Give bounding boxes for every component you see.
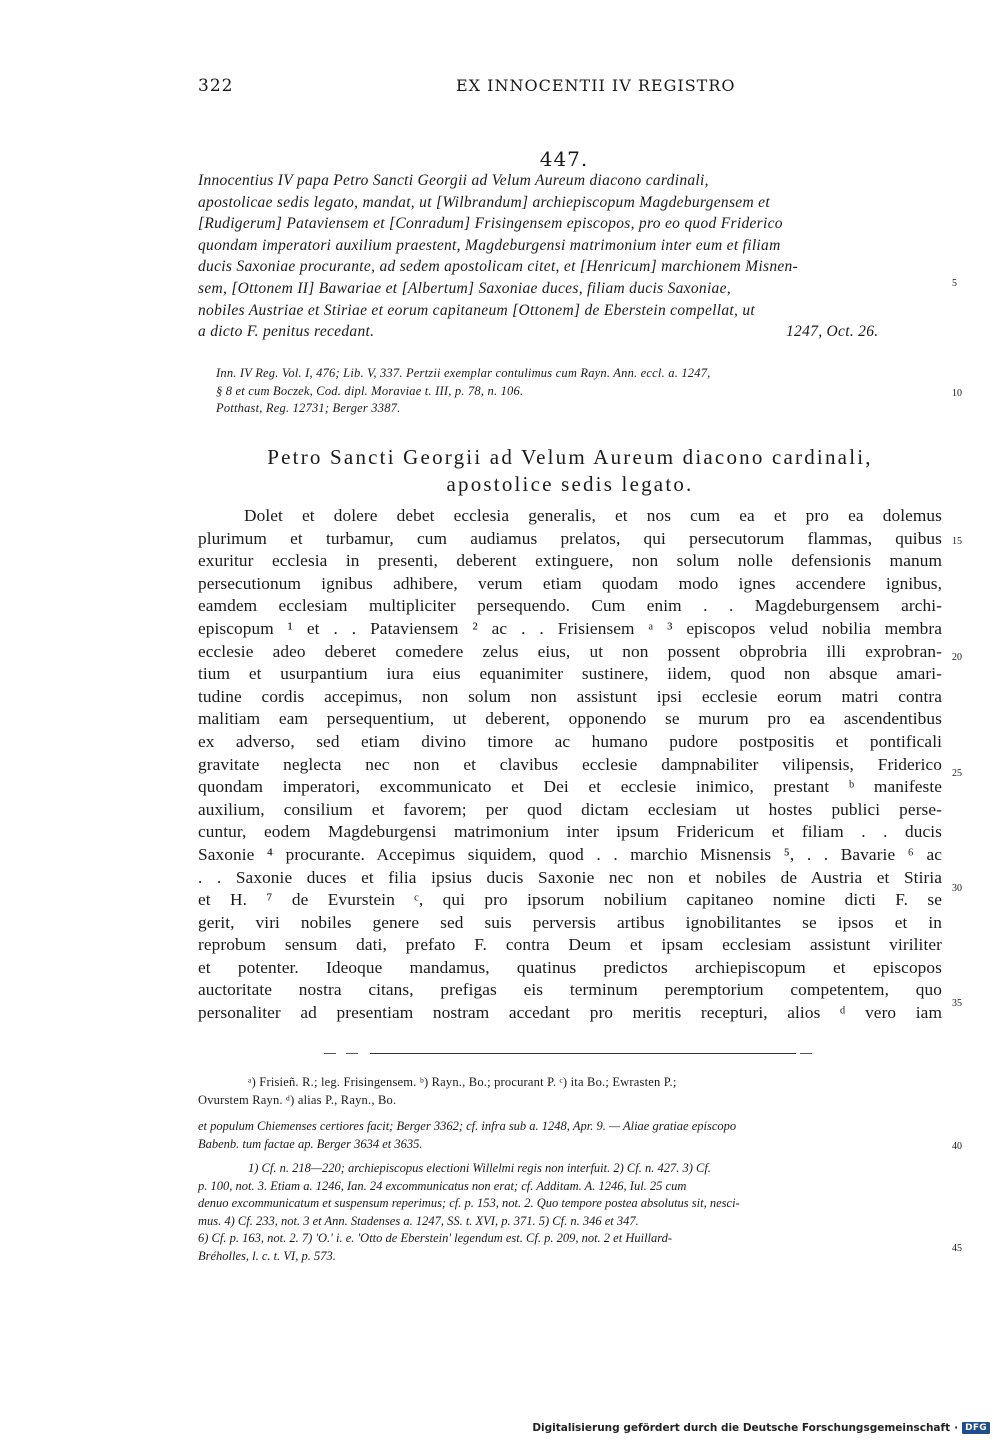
- apparatus-line: Ovurstem Rayn. ᵈ) alias P., Rayn., Bo.: [198, 1092, 397, 1107]
- body-line: ex adverso, sed etiam divino timore ac humano pudore postpositis et pontificali: [198, 731, 942, 751]
- rule-dash: [800, 1053, 812, 1054]
- margin-number: 10: [952, 388, 962, 399]
- running-head: EX INNOCENTII IV REGISTRO: [456, 76, 736, 95]
- margin-number: 20: [952, 652, 962, 663]
- body-line: . . Saxonie duces et filia ipsius ducis Saxonie nec non et nobiles de Austria et Stiria: [198, 867, 942, 887]
- margin-number: 25: [952, 768, 962, 779]
- regest-line: Innocentius IV papa Petro Sancti Georgii ad Velum Aureum diacono cardinali,: [198, 172, 709, 189]
- address-line: Petro Sancti Georgii ad Velum Aureum diacono cardinali,: [267, 445, 873, 469]
- body-line: tudine cordis accepimus, non solum non assistunt ipsi ecclesie eorum matri contra: [198, 686, 942, 706]
- continuation-line: Babenb. tum factae ap. Berger 3634 et 3635.: [198, 1136, 423, 1151]
- margin-number: 5: [952, 278, 957, 289]
- body-line: gravitate neglecta nec non et clavibus ecclesie dampnabiliter vilipensis, Friderico: [198, 754, 942, 774]
- document-date: 1247, Oct. 26.: [786, 323, 879, 341]
- digitization-credit: [532, 1420, 990, 1436]
- credit-separator: ·: [954, 1422, 959, 1434]
- regest-line: ducis Saxoniae procurante, ad sedem apostolicam citet, et [Henricum] marchionem Misnen-: [198, 258, 799, 276]
- rule-line: [370, 1053, 796, 1054]
- page-number: 322: [198, 76, 234, 96]
- historical-notes: [198, 1160, 942, 1266]
- historical-note-line: 1) Cf. n. 218—220; archiepiscopus electioni Willelmi regis non interfuit. 2) Cf. n. 427. 3) Cf.: [248, 1161, 711, 1175]
- regest-line: nobiles Austriae et Stiriae et eorum capitaneum [Ottonem] de Eberstein compellat, ut: [198, 301, 755, 319]
- regest-line: a dicto F. penitus recedant.: [198, 323, 375, 341]
- dfg-logo-icon: DFG: [962, 1422, 990, 1434]
- regest-line: quondam imperatori auxilium praestent, Magdeburgensi matrimonium inter eum et filiam: [198, 236, 781, 254]
- body-line: ecclesie adeo deberet comedere zelus eius, ut non possent obprobria illi exprobran-: [198, 641, 942, 661]
- body-line: malitiam eam persequentium, ut deberent, opponendo se murum pro ea ascendentibus: [198, 709, 942, 729]
- body-line: auxilium, consilium et favorem; per quod dictam ecclesiam ut hostes publici perse-: [198, 799, 942, 819]
- body-line: et potenter. Ideoque mandamus, quatinus predictos archiepiscopum et episcopos: [198, 957, 942, 977]
- historical-note-line: p. 100, not. 3. Etiam a. 1246, Ian. 24 excommunicatus non erat; cf. Additam. A. 1246, Iul. 25 cum: [198, 1178, 687, 1193]
- regest-summary: [198, 170, 942, 343]
- margin-number: 30: [952, 883, 962, 894]
- letter-address: [198, 444, 942, 498]
- margin-number: 40: [952, 1141, 962, 1152]
- critical-apparatus: [198, 1074, 942, 1109]
- document-number: 447.: [539, 147, 589, 171]
- margin-number: 15: [952, 536, 962, 547]
- address-line: apostolice sedis legato.: [446, 472, 694, 496]
- body-line: cuntur, eodem Magdeburgensi matrimonium inter ipsum Fridericum et filiam . . ducis: [198, 822, 942, 842]
- footnote-continuation: [198, 1118, 942, 1153]
- regest-line: apostolicae sedis legato, mandat, ut [Wilbrandum] archiepiscopum Magdeburgensem et: [198, 193, 770, 211]
- body-line: personaliter ad presentiam nostram accedant pro meritis recepturi, alios ᵈ vero iam: [198, 1003, 942, 1023]
- letter-body: [198, 505, 942, 1025]
- historical-note-line: denuo excommunicatum et suspensum reperimus; cf. p. 153, not. 2. Quo tempore postea absolutus sit, nesci-: [198, 1196, 740, 1211]
- credit-text: Digitalisierung gefördert durch die Deutsche Forschungsgemeinschaft: [532, 1422, 951, 1434]
- continuation-line: et populum Chiemenses certiores facit; Berger 3362; cf. infra sub a. 1248, Apr. 9. — Aliae gratiae episcopo: [198, 1119, 737, 1133]
- body-line: et H. ⁷ de Evurstein ᶜ, qui pro ipsorum nobilium capitaneo nomine dicti F. se: [198, 890, 942, 910]
- historical-note-line: mus. 4) Cf. 233, not. 3 et Ann. Stadenses a. 1247, SS. t. XVI, p. 371. 5) Cf. n. 346 et 347.: [198, 1213, 639, 1228]
- body-line: eamdem ecclesiam multipliciter persequendo. Cum enim . . Magdeburgensem archi-: [198, 596, 942, 616]
- rule-dash: [346, 1053, 358, 1054]
- regest-line-with-date: [198, 321, 942, 343]
- source-line: Inn. IV Reg. Vol. I, 476; Lib. V, 337. Pertzii exemplar contulimus cum Rayn. Ann. eccl. a. 1247,: [216, 366, 711, 380]
- body-line: plurimum et turbamur, cum audiamus prelatos, qui persecutorum flammas, quibus: [198, 528, 942, 548]
- body-line: Saxonie ⁴ procurante. Accepimus siquidem, quod . . marchio Misnensis ⁵, . . Bavarie ⁶ ac: [198, 844, 942, 864]
- body-line: exuritur ecclesia in presenti, deberent extinguere, non solum nolle defensionis manum: [198, 551, 942, 571]
- body-line: gerit, viri nobiles genere sed suis perversis artibus ignobilitantes se ipsos et in: [198, 912, 942, 932]
- regest-line: [Rudigerum] Pataviensem et [Conradum] Frisingensem episcopos, pro eo quod Friderico: [198, 215, 783, 233]
- body-line: quondam imperatori, excommunicato et Dei et ecclesie inimico, prestant ᵇ manifeste: [198, 777, 942, 797]
- margin-number: 35: [952, 998, 962, 1009]
- body-line: persecutionum ignibus adhibere, verum etiam quodam modo ignes accendere ignibus,: [198, 573, 942, 593]
- body-line: Dolet et dolere debet ecclesia generalis, et nos cum ea et pro ea dolemus: [244, 506, 942, 525]
- apparatus-line: ᵃ) Frisieñ. R.; leg. Frisingensem. ᵇ) Rayn., Bo.; procurant P. ᶜ) ita Bo.; Ewrasten P.;: [248, 1075, 677, 1089]
- historical-note-line: 6) Cf. p. 163, not. 2. 7) 'O.' i. e. 'Otto de Eberstein' legendum est. Cf. p. 209, not. 2 et Huillard-: [198, 1231, 673, 1246]
- body-line: episcopum ¹ et . . Pataviensem ² ac . . Frisiensem ᵃ ³ episcopos velud nobilia membra: [198, 618, 942, 638]
- footnote-separator: [324, 1053, 812, 1055]
- body-line: tium et usurpantium iura eius equanimiter sustinere, iidem, quod non absque amari-: [198, 664, 942, 684]
- regest-line: sem, [Ottonem II] Bawariae et [Albertum] Saxoniae duces, filiam ducis Saxoniae,: [198, 279, 731, 297]
- margin-number: 45: [952, 1243, 962, 1254]
- body-line: reprobum sensum dati, prefato F. contra Deum et ipsam ecclesiam assistunt viriliter: [198, 935, 942, 955]
- source-line: § 8 et cum Boczek, Cod. dipl. Moraviae t. III, p. 78, n. 106.: [216, 383, 524, 398]
- source-line: Potthast, Reg. 12731; Berger 3387.: [216, 401, 401, 415]
- page-header: [198, 76, 940, 100]
- rule-dash: [324, 1053, 336, 1054]
- source-citations: [216, 365, 942, 418]
- body-line: auctoritate nostra citans, prefigas eis terminum peremptorium competentem, quo: [198, 980, 942, 1000]
- historical-note-line: Bréholles, l. c. t. VI, p. 573.: [198, 1248, 336, 1263]
